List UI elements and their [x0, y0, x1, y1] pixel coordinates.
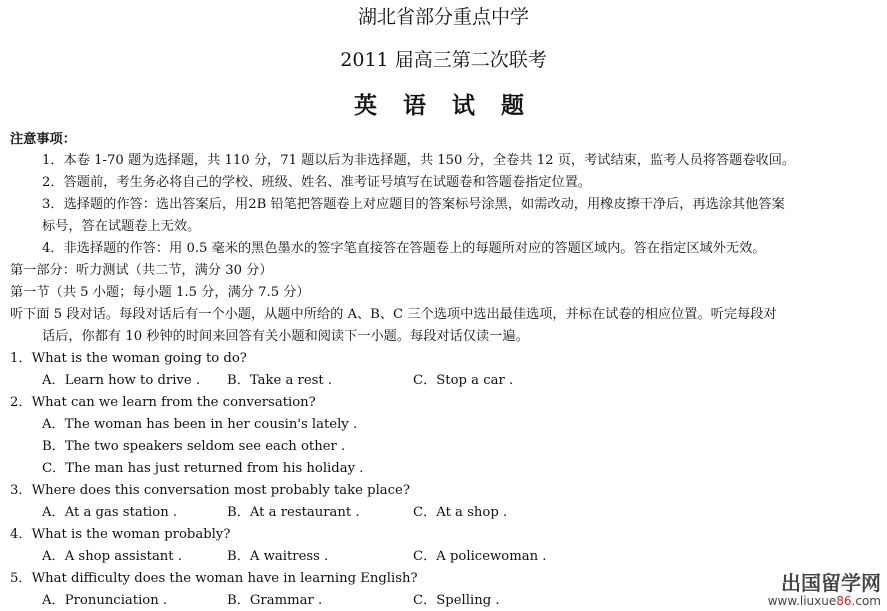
watermark-url-suffix: .com — [851, 594, 881, 608]
question-5-stem: 5．What difficulty does the woman have in learning English? — [10, 571, 418, 586]
question-3-stem: 3．Where does this conversation most probably take place? — [10, 483, 410, 498]
part-heading: 第一部分：听力测试（共二节，满分 30 分） — [10, 263, 273, 278]
exam-title: 2011 届高三第二次联考 — [340, 49, 547, 71]
subject-title: 英 语 试 题 — [353, 92, 534, 119]
site-watermark — [768, 572, 881, 608]
note-item-4: 4．非选择题的作答：用 0.5 毫米的黑色墨水的签字笔直接答在答题卷上的每题所对应的答题区域内。答在指定区域外无效。 — [42, 241, 766, 256]
question-1-option-b: B．Take a rest . — [227, 373, 333, 388]
question-4-option-a: A．A shop assistant . — [42, 549, 182, 564]
subsection-heading: 第一节（共 5 小题；每小题 1.5 分，满分 7.5 分） — [10, 285, 310, 300]
notes-title: 注意事项： — [10, 132, 76, 147]
watermark-site-name: 出国留学网 — [781, 571, 881, 595]
question-1-option-c: C．Stop a car . — [413, 373, 514, 388]
question-4-option-c: C．A policewoman . — [413, 549, 547, 564]
question-5-option-c: C．Spelling . — [413, 593, 500, 608]
question-2-option-a: A．The woman has been in her cousin's lately . — [42, 417, 358, 432]
question-5-option-a: A．Pronunciation . — [42, 593, 168, 608]
watermark-url-number: 86 — [836, 594, 852, 608]
question-2-option-c: C．The man has just returned from his holiday . — [42, 461, 364, 476]
watermark-url-prefix: www.liuxue — [767, 594, 837, 608]
instructions-line-2: 话后，你都有 10 秒钟的时间来回答有关小题和阅读下一小题。每段对话仅读一遍。 — [42, 329, 529, 344]
instructions-line-1: 听下面 5 段对话。每段对话后有一个小题，从题中所给的 A、B、C 三个选项中选出最佳选项，并标在试卷的相应位置。听完每段对 — [10, 307, 777, 322]
watermark-url — [768, 594, 881, 608]
note-item-3-cont: 标号，答在试题卷上无效。 — [42, 219, 201, 234]
question-3-option-a: A．At a gas station . — [42, 505, 178, 520]
question-4-stem: 4．What is the woman probably? — [10, 527, 231, 542]
question-2-stem: 2．What can we learn from the conversation? — [10, 395, 316, 410]
note-item-2: 2．答题前，考生务必将自己的学校、班级、姓名、准考证号填写在试题卷和答题卷指定位置。 — [42, 175, 592, 190]
question-1-stem: 1．What is the woman going to do? — [10, 351, 247, 366]
question-4-option-b: B．A waitress . — [227, 549, 329, 564]
note-item-3: 3．选择题的作答：选出答案后，用2B 铅笔把答题卷上对应题目的答案标号涂黑，如需改动，用橡皮擦干净后，再选涂其他答案 — [42, 197, 785, 212]
question-2-option-b: B．The two speakers seldom see each other . — [42, 439, 346, 454]
question-5-option-b: B．Grammar . — [227, 593, 323, 608]
question-3-option-c: C．At a shop . — [413, 505, 508, 520]
school-title: 湖北省部分重点中学 — [357, 6, 529, 28]
question-1-option-a: A．Learn how to drive . — [42, 373, 201, 388]
question-3-option-b: B．At a restaurant . — [227, 505, 360, 520]
note-item-1: 1．本卷 1-70 题为选择题，共 110 分，71 题以后为非选择题，共 150 分，全卷共 12 页，考试结束，监考人员将答题卷收回。 — [42, 153, 796, 168]
